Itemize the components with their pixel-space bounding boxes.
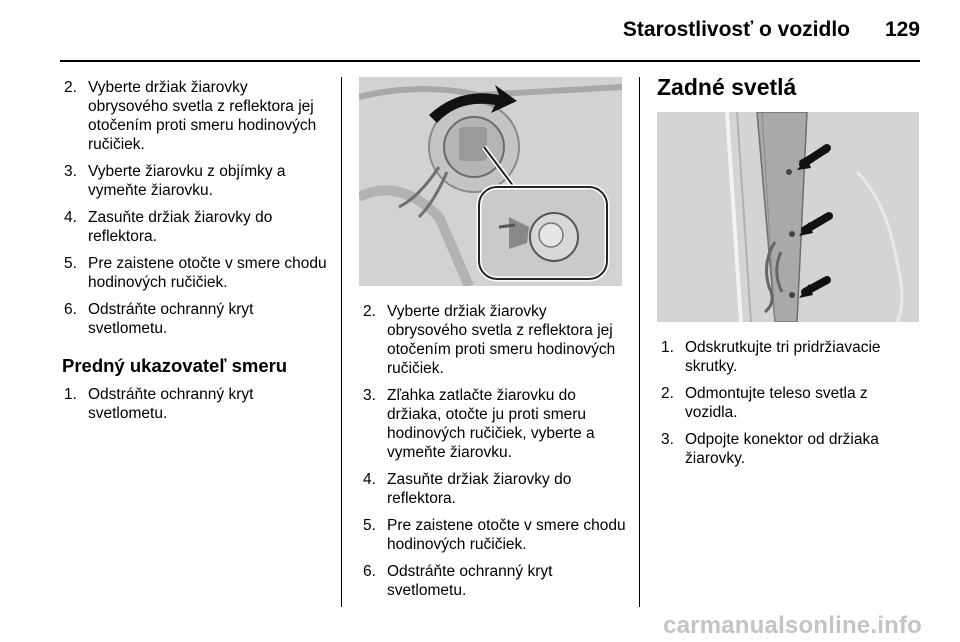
- list-item: 5. Pre zaistene otočte v smere chodu hodinových ručičiek.: [363, 517, 626, 553]
- column-2: [361, 302, 631, 608]
- section-heading: Predný ukazovateľ smeru: [62, 355, 288, 376]
- bulb-holder-illustration: [359, 77, 622, 286]
- list-item: 2. Vyberte držiak žiarovky obrysového svetla z reflektora jej otočením proti smeru hodinových ručičiek.: [64, 79, 317, 153]
- column-divider-1: [341, 77, 342, 607]
- column-1: [62, 78, 330, 431]
- list-item: 6. Odstráňte ochranný kryt svetlometu.: [363, 563, 553, 599]
- step-list: [62, 78, 330, 338]
- watermark: carmanualsonline.info: [663, 612, 922, 639]
- list-item: 6. Odstráňte ochranný kryt svetlometu.: [64, 301, 254, 337]
- list-item: 2. Odmontujte teleso svetla z vozidla.: [661, 385, 868, 421]
- page-header-title: Starostlivosť o vozidlo: [622, 18, 850, 41]
- list-item: 4. Zasuňte držiak žiarovky do reflektora.: [363, 471, 572, 507]
- rear-light-illustration: [657, 112, 919, 322]
- column-3-heading-wrap: [657, 74, 919, 100]
- list-item: 2. Vyberte držiak žiarovky obrysového svetla z reflektora jej otočením proti smeru hodinových ručičiek.: [363, 303, 616, 377]
- figure-rear-light: [657, 112, 919, 322]
- list-item: 3. Zľahka zatlačte žiarovku do držiaka, otočte ju proti smeru hodinových ručičiek, vyberte a vymeňte žiarovku.: [363, 387, 595, 461]
- list-item: 1. Odstráňte ochranný kryt svetlometu.: [64, 386, 254, 422]
- step-list-2: [62, 385, 330, 423]
- step-list: [659, 338, 921, 468]
- column-divider-2: [639, 77, 640, 607]
- list-item: 5. Pre zaistene otočte v smere chodu hodinových ručičiek.: [64, 255, 327, 291]
- header-rule: [60, 60, 920, 62]
- section-heading: Zadné svetlá: [657, 74, 797, 100]
- page-number: 129: [884, 18, 920, 41]
- column-3: [659, 338, 921, 476]
- list-item: 4. Zasuňte držiak žiarovky do reflektora.: [64, 209, 273, 245]
- list-item: 1. Odskrutkujte tri pridržiavacie skrutky.: [661, 339, 881, 375]
- figure-bulb-holder: [359, 77, 622, 286]
- step-list: [361, 302, 631, 600]
- list-item: 3. Vyberte žiarovku z objímky a vymeňte žiarovku.: [64, 163, 286, 199]
- list-item: 3. Odpojte konektor od držiaka žiarovky.: [661, 431, 879, 467]
